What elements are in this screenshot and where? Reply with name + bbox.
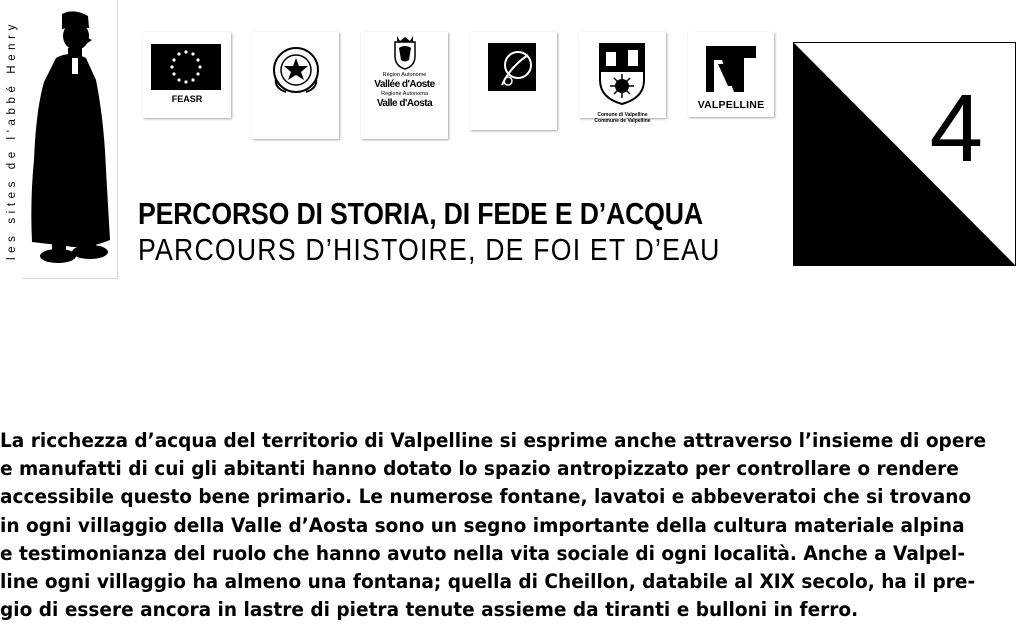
silhouette-frame (22, 0, 118, 279)
stage-number-panel (793, 42, 1016, 266)
paragraph-line: in ogni villaggio della Valle d’Aosta sono un segno importante della cultura materiale alpina (0, 513, 965, 537)
comune-line2: Commune de Valpelline (594, 118, 651, 124)
title-italian: PERCORSO DI STORIA, DI FEDE E D’ACQUA (138, 196, 703, 231)
title-french: PARCOURS D’HISTOIRE, DE FOI ET D’EAU (138, 232, 721, 267)
valpelline-caption: VALPELLINE (697, 99, 765, 111)
stage-number: 4 (929, 75, 983, 182)
leader-logo (470, 32, 557, 130)
paragraph-line: La ricchezza d’acqua del territorio di Valpelline si esprime anche attraverso l’insieme di opere (0, 429, 987, 452)
eu-flag-icon (151, 44, 221, 90)
paragraph-line: e testimonianza del ruolo che hanno avuto nella vita sociale di ogni località. Anche a Valpel- (0, 541, 966, 565)
region-line4: Valle d'Aosta (376, 98, 433, 109)
eu-feasr-logo (143, 32, 231, 118)
region-line1: Région Autonome (382, 72, 427, 78)
paragraph-line: accessibile questo bene primario. Le numerose fontane, lavatoi e abbeveratoi che si trovano (0, 485, 972, 509)
leader-caption: LEADER (479, 37, 485, 68)
leader-emblem-icon (488, 43, 536, 91)
comune-coat-of-arms-icon (597, 40, 647, 106)
paragraph-line: e manufatti di cui gli abitanti hanno dotato lo spazio antropizzato per controllare o rendere (0, 457, 959, 481)
region-valle-aosta-logo (361, 32, 448, 139)
valpelline-mark-icon (704, 42, 758, 96)
region-line2: Vallée d'Aoste (374, 79, 435, 90)
region-line3: Regione Autonoma (381, 91, 428, 97)
valpelline-logo (688, 32, 774, 117)
italian-republic-emblem-logo (252, 32, 339, 139)
priest-silhouette-image (22, 0, 117, 278)
paragraph-line: line ogni villaggio ha almeno una fontana; quella di Cheillon, databile al XIX secolo, ha il pre- (0, 569, 976, 593)
vertical-series-title: les sites de l'abbé Henry (6, 20, 18, 260)
region-coat-of-arms-icon (392, 36, 418, 70)
description-paragraph (0, 427, 1024, 624)
comune-valpelline-logo (579, 32, 666, 124)
comune-line1: Comune di Valpelline (597, 112, 648, 118)
italian-emblem-icon (268, 42, 324, 98)
paragraph-line: gio di essere ancora in lastre di pietra tenute assieme da tiranti e bulloni in ferro. (0, 598, 859, 622)
eu-logo-caption: FEASR (171, 94, 203, 104)
